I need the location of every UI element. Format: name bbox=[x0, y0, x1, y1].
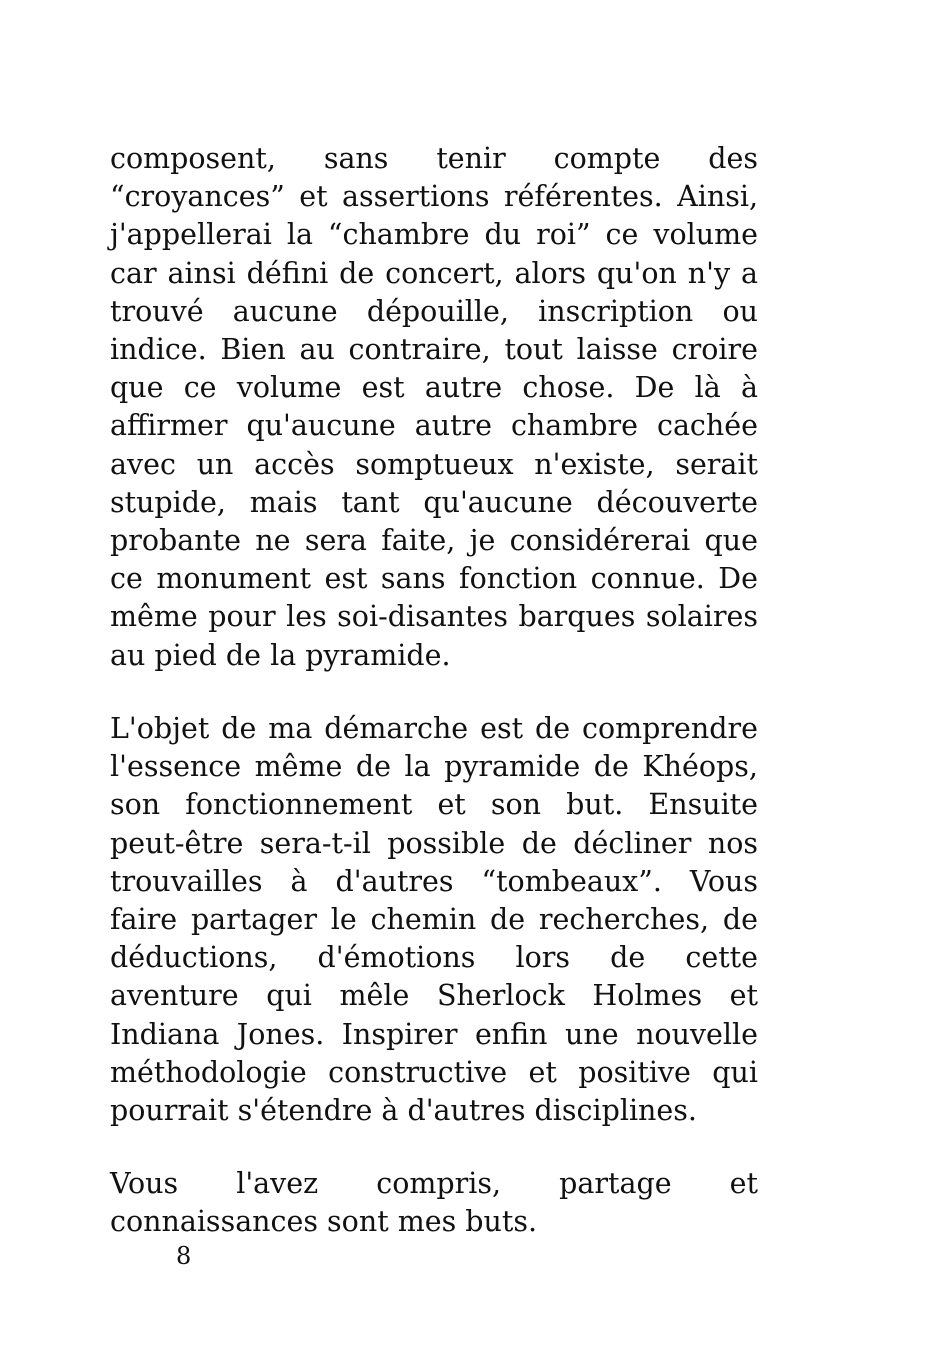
text-line: probante ne sera faite, je considérerai que bbox=[110, 524, 758, 558]
text-line: affirmer qu'aucune autre chambre cachée bbox=[110, 409, 758, 443]
text-line: peut-être sera-t-il possible de décliner nos bbox=[110, 826, 758, 860]
text-line: l'essence même de la pyramide de Khéops, bbox=[110, 750, 758, 784]
text-line: pourrait s'étendre à d'autres disciplines. bbox=[110, 1094, 697, 1128]
text-line: indice. Bien au contraire, tout laisse croire bbox=[110, 333, 758, 367]
text-line: Indiana Jones. Inspirer enfin une nouvelle bbox=[110, 1017, 758, 1051]
text-line: stupide, mais tant qu'aucune découverte bbox=[110, 485, 758, 519]
text-line: déductions, d'émotions lors de cette bbox=[110, 941, 758, 975]
paragraph-3 bbox=[110, 1165, 758, 1241]
text-line: que ce volume est autre chose. De là à bbox=[110, 371, 758, 405]
page-number: 8 bbox=[176, 1242, 192, 1270]
text-line: aventure qui mêle Sherlock Holmes et bbox=[110, 979, 758, 1013]
text-line: trouvailles à d'autres “tombeaux”. Vous bbox=[110, 864, 758, 898]
text-line: avec un accès somptueux n'existe, serait bbox=[110, 447, 758, 481]
text-line: “croyances” et assertions référentes. Ainsi, bbox=[110, 180, 758, 214]
text-line: composent, sans tenir compte des bbox=[110, 142, 758, 175]
paragraph-2 bbox=[110, 710, 758, 1130]
text-line: connaissances sont mes buts. bbox=[110, 1205, 538, 1239]
paragraph-1 bbox=[110, 140, 758, 675]
text-line: Vous l'avez compris, partage et bbox=[110, 1167, 758, 1200]
text-line: ce monument est sans fonction connue. De bbox=[110, 562, 758, 596]
text-line: méthodologie constructive et positive qui bbox=[110, 1055, 758, 1089]
text-line: j'appellerai la “chambre du roi” ce volume bbox=[110, 218, 758, 252]
text-line: car ainsi défini de concert, alors qu'on n'y a bbox=[110, 256, 758, 290]
text-line: au pied de la pyramide. bbox=[110, 638, 451, 672]
text-line: L'objet de ma démarche est de comprendre bbox=[110, 712, 758, 745]
text-line: faire partager le chemin de recherches, de bbox=[110, 903, 758, 937]
text-line: trouvé aucune dépouille, inscription ou bbox=[110, 294, 758, 328]
text-line: même pour les soi-disantes barques solaires bbox=[110, 600, 758, 634]
text-line: son fonctionnement et son but. Ensuite bbox=[110, 788, 758, 822]
